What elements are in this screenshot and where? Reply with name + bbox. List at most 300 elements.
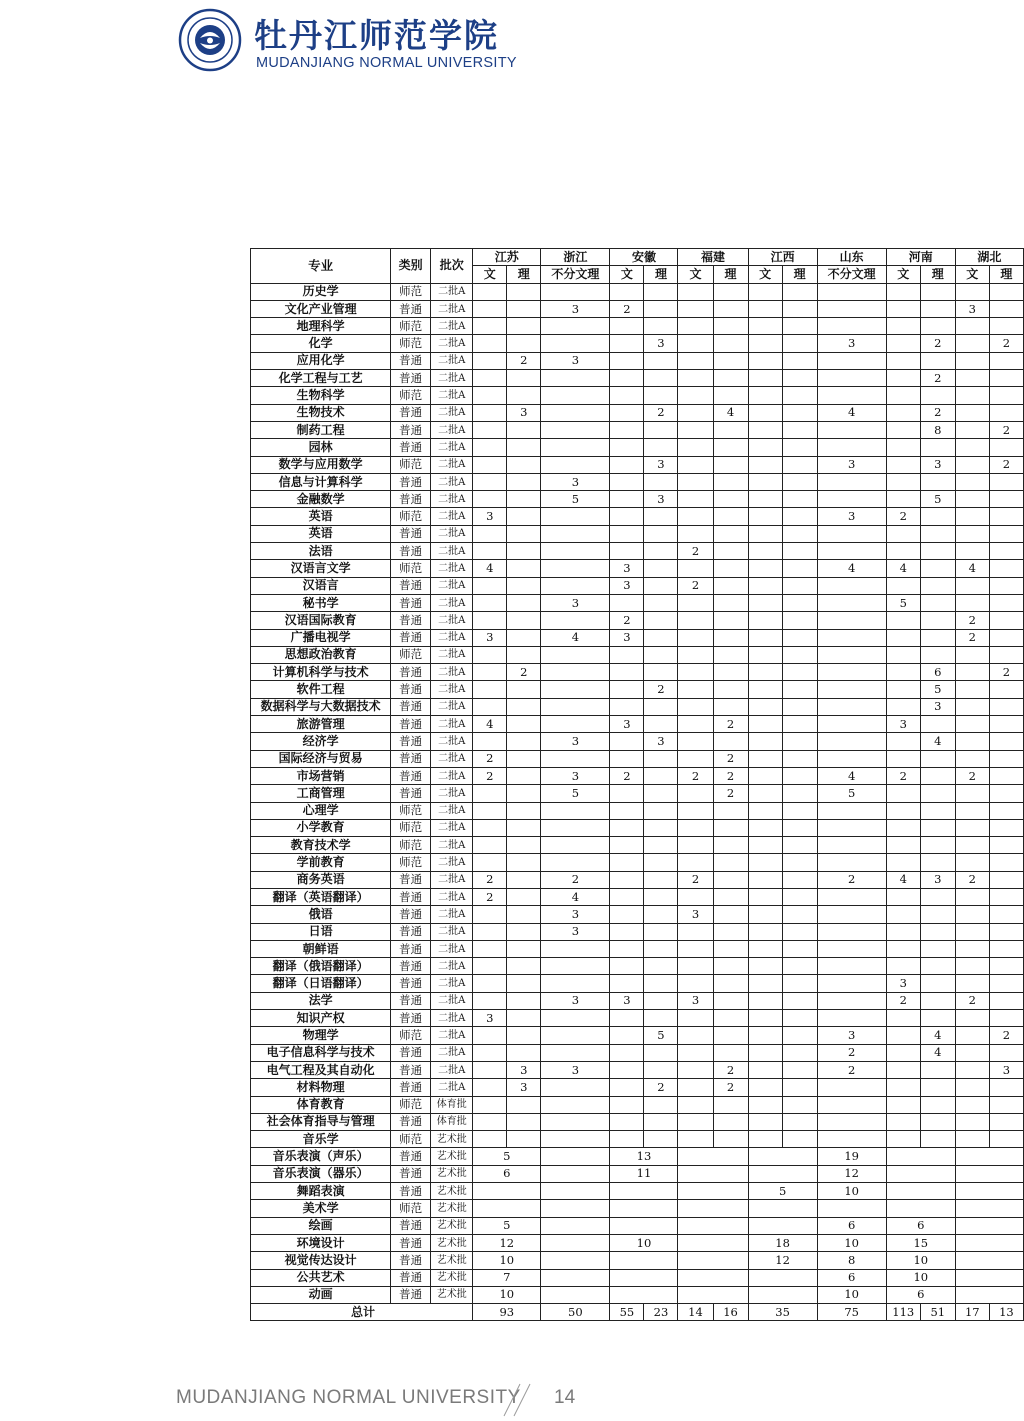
quota-cell (817, 646, 886, 663)
total-label: 总计 (251, 1304, 473, 1321)
quota-cell (989, 491, 1023, 508)
quota-cell: 11 (610, 1165, 678, 1182)
quota-cell (507, 733, 541, 750)
quota-cell: 5 (886, 594, 920, 611)
quota-cell (955, 491, 989, 508)
batch-cell: 二批A (431, 992, 473, 1009)
quota-cell (782, 352, 817, 369)
quota-cell (886, 283, 920, 300)
quota-cell (678, 1010, 713, 1027)
quota-cell (955, 283, 989, 300)
quota-cell (610, 958, 644, 975)
quota-cell (920, 283, 955, 300)
quota-cell (748, 837, 782, 854)
quota-cell (989, 958, 1023, 975)
quota-cell (473, 1131, 507, 1148)
quota-cell (886, 906, 920, 923)
quota-cell (748, 456, 782, 473)
quota-cell (886, 370, 920, 387)
quota-cell (748, 716, 782, 733)
table-row (251, 767, 1024, 784)
batch-cell: 二批A (431, 923, 473, 940)
quota-cell (886, 439, 920, 456)
quota-cell (920, 923, 955, 940)
quota-cell (817, 750, 886, 767)
table-row (251, 283, 1024, 300)
quota-cell (473, 733, 507, 750)
quota-cell (817, 819, 886, 836)
quota-cell: 3 (610, 992, 644, 1009)
major-cell: 汉语言 (251, 577, 391, 594)
quota-cell (473, 646, 507, 663)
table-row (251, 1061, 1024, 1078)
subject-header: 文 (678, 266, 713, 283)
quota-cell (473, 404, 507, 421)
table-row (251, 1010, 1024, 1027)
quota-cell (507, 975, 541, 992)
quota-cell (748, 940, 782, 957)
quota-cell (541, 1217, 610, 1234)
quota-cell: 3 (610, 629, 644, 646)
kind-cell: 普通 (391, 906, 431, 923)
quota-cell (678, 923, 713, 940)
table-row (251, 335, 1024, 352)
quota-cell (541, 456, 610, 473)
quota-cell (713, 421, 748, 438)
quota-cell (920, 854, 955, 871)
header-row-provinces (251, 249, 1024, 266)
table-row (251, 664, 1024, 681)
quota-cell (541, 1131, 610, 1148)
major-cell: 翻译（英语翻译） (251, 888, 391, 905)
quota-cell (507, 1027, 541, 1044)
subject-header: 理 (782, 266, 817, 283)
subject-header: 理 (507, 266, 541, 283)
quota-cell (782, 491, 817, 508)
kind-cell: 普通 (391, 1234, 431, 1251)
quota-cell (507, 1044, 541, 1061)
enrollment-table-container (250, 248, 1024, 1321)
subject-header: 文 (610, 266, 644, 283)
quota-cell (955, 1113, 989, 1130)
quota-cell (989, 560, 1023, 577)
table-row (251, 819, 1024, 836)
quota-cell (610, 370, 644, 387)
quota-cell: 3 (955, 300, 989, 317)
quota-cell (507, 283, 541, 300)
quota-cell: 2 (955, 629, 989, 646)
quota-cell (748, 1079, 782, 1096)
quota-cell: 4 (817, 560, 886, 577)
quota-cell (678, 1061, 713, 1078)
quota-cell: 10 (817, 1286, 886, 1303)
quota-cell (610, 1200, 678, 1217)
quota-cell (541, 612, 610, 629)
subject-header: 文 (955, 266, 989, 283)
quota-cell (473, 819, 507, 836)
quota-cell: 2 (955, 871, 989, 888)
quota-cell: 5 (920, 681, 955, 698)
kind-cell: 师范 (391, 508, 431, 525)
quota-cell (541, 1269, 610, 1286)
quota-cell (507, 1131, 541, 1148)
quota-cell (782, 1131, 817, 1148)
major-cell: 文化产业管理 (251, 300, 391, 317)
quota-cell (678, 560, 713, 577)
quota-cell (817, 664, 886, 681)
subject-header: 理 (713, 266, 748, 283)
quota-cell (748, 370, 782, 387)
quota-cell (678, 716, 713, 733)
batch-cell: 二批A (431, 1079, 473, 1096)
quota-cell (610, 421, 644, 438)
quota-cell (817, 975, 886, 992)
quota-cell: 2 (955, 612, 989, 629)
table-row (251, 785, 1024, 802)
quota-cell: 10 (473, 1286, 541, 1303)
batch-cell: 二批A (431, 888, 473, 905)
quota-cell (955, 387, 989, 404)
quota-cell (610, 1027, 644, 1044)
quota-cell (748, 1096, 782, 1113)
major-cell: 公共艺术 (251, 1269, 391, 1286)
table-row (251, 940, 1024, 957)
quota-cell (541, 1252, 610, 1269)
quota-cell (644, 750, 678, 767)
quota-cell (507, 1113, 541, 1130)
quota-cell: 6 (920, 664, 955, 681)
quota-cell (817, 352, 886, 369)
quota-cell: 13 (610, 1148, 678, 1165)
quota-cell (713, 1096, 748, 1113)
quota-cell (644, 958, 678, 975)
quota-cell (541, 1079, 610, 1096)
quota-cell (817, 681, 886, 698)
quota-cell (610, 387, 644, 404)
kind-cell: 师范 (391, 560, 431, 577)
batch-cell: 体育批 (431, 1096, 473, 1113)
quota-cell (473, 958, 507, 975)
quota-cell (955, 577, 989, 594)
quota-cell: 2 (713, 767, 748, 784)
quota-cell (678, 300, 713, 317)
quota-cell (748, 992, 782, 1009)
total-cell: 50 (541, 1304, 610, 1321)
quota-cell (678, 1096, 713, 1113)
quota-cell (886, 387, 920, 404)
quota-cell (955, 940, 989, 957)
kind-cell: 普通 (391, 940, 431, 957)
quota-cell (678, 387, 713, 404)
quota-cell (748, 543, 782, 560)
quota-cell (748, 888, 782, 905)
table-row (251, 473, 1024, 490)
batch-cell: 艺术批 (431, 1217, 473, 1234)
quota-cell (644, 473, 678, 490)
quota-cell (886, 819, 920, 836)
kind-cell: 普通 (391, 975, 431, 992)
kind-cell: 普通 (391, 629, 431, 646)
subject-header: 文 (748, 266, 782, 283)
quota-cell (507, 370, 541, 387)
major-cell: 美术学 (251, 1200, 391, 1217)
quota-cell: 3 (473, 629, 507, 646)
quota-cell (748, 871, 782, 888)
quota-cell: 2 (713, 716, 748, 733)
quota-cell: 4 (473, 560, 507, 577)
quota-cell (782, 698, 817, 715)
quota-cell (713, 577, 748, 594)
quota-cell (782, 664, 817, 681)
quota-cell: 2 (541, 871, 610, 888)
quota-cell: 5 (541, 785, 610, 802)
table-row (251, 421, 1024, 438)
quota-cell (473, 491, 507, 508)
quota-cell (886, 854, 920, 871)
quota-cell (541, 1165, 610, 1182)
quota-cell (989, 837, 1023, 854)
quota-cell (713, 456, 748, 473)
quota-cell (644, 612, 678, 629)
quota-cell: 2 (610, 767, 644, 784)
quota-cell: 3 (541, 992, 610, 1009)
quota-cell: 2 (507, 352, 541, 369)
major-cell: 思想政治教育 (251, 646, 391, 663)
subject-header: 文 (473, 266, 507, 283)
quota-cell (541, 1234, 610, 1251)
quota-cell (610, 802, 644, 819)
kind-cell: 普通 (391, 1061, 431, 1078)
batch-cell: 二批A (431, 698, 473, 715)
quota-cell (644, 888, 678, 905)
batch-cell: 二批A (431, 352, 473, 369)
quota-cell (678, 1286, 748, 1303)
quota-cell (989, 1113, 1023, 1130)
quota-cell (610, 1183, 678, 1200)
quota-cell (886, 1044, 920, 1061)
quota-cell (473, 473, 507, 490)
table-row (251, 404, 1024, 421)
quota-cell: 2 (817, 871, 886, 888)
quota-cell: 3 (541, 1061, 610, 1078)
quota-cell: 2 (989, 421, 1023, 438)
kind-cell: 普通 (391, 1217, 431, 1234)
quota-cell: 2 (955, 992, 989, 1009)
quota-cell (610, 906, 644, 923)
quota-cell (955, 819, 989, 836)
quota-cell (507, 456, 541, 473)
quota-cell (920, 352, 955, 369)
quota-cell (678, 888, 713, 905)
quota-cell (782, 733, 817, 750)
quota-cell (817, 906, 886, 923)
kind-cell: 普通 (391, 1044, 431, 1061)
quota-cell (644, 906, 678, 923)
quota-cell (678, 525, 713, 542)
quota-cell (507, 992, 541, 1009)
batch-cell: 二批A (431, 594, 473, 611)
major-cell: 地理科学 (251, 318, 391, 335)
quota-cell (713, 283, 748, 300)
quota-cell (782, 404, 817, 421)
quota-cell (955, 681, 989, 698)
kind-cell: 师范 (391, 456, 431, 473)
quota-cell (473, 837, 507, 854)
quota-cell (541, 837, 610, 854)
quota-cell: 2 (644, 681, 678, 698)
kind-cell: 师范 (391, 335, 431, 352)
quota-cell (955, 1183, 1023, 1200)
quota-cell (748, 525, 782, 542)
quota-cell (920, 906, 955, 923)
quota-cell: 8 (817, 1252, 886, 1269)
kind-cell: 普通 (391, 871, 431, 888)
quota-cell: 2 (713, 1079, 748, 1096)
quota-cell (782, 387, 817, 404)
quota-cell (678, 1044, 713, 1061)
quota-cell (955, 854, 989, 871)
kind-cell: 普通 (391, 1183, 431, 1200)
quota-cell (541, 750, 610, 767)
quota-cell (782, 750, 817, 767)
quota-cell (610, 733, 644, 750)
quota-cell: 3 (920, 871, 955, 888)
quota-cell (610, 473, 644, 490)
quota-cell: 12 (748, 1252, 817, 1269)
major-cell: 俄语 (251, 906, 391, 923)
quota-cell (541, 577, 610, 594)
quota-cell (817, 612, 886, 629)
quota-cell (473, 318, 507, 335)
table-row (251, 525, 1024, 542)
kind-cell: 普通 (391, 716, 431, 733)
quota-cell (678, 1131, 713, 1148)
quota-cell (644, 940, 678, 957)
table-row (251, 594, 1024, 611)
quota-cell (782, 819, 817, 836)
quota-cell (713, 629, 748, 646)
quota-cell (507, 767, 541, 784)
quota-cell (817, 473, 886, 490)
quota-cell (782, 681, 817, 698)
quota-cell (886, 1027, 920, 1044)
quota-cell (782, 716, 817, 733)
quota-cell (713, 318, 748, 335)
quota-cell (678, 491, 713, 508)
quota-cell (886, 525, 920, 542)
quota-cell (678, 594, 713, 611)
table-row (251, 300, 1024, 317)
quota-cell (989, 767, 1023, 784)
kind-cell: 师范 (391, 1096, 431, 1113)
quota-cell (507, 300, 541, 317)
quota-cell (782, 421, 817, 438)
subject-header: 不分文理 (817, 266, 886, 283)
quota-cell (678, 1183, 748, 1200)
quota-cell (713, 871, 748, 888)
quota-cell (955, 1200, 1023, 1217)
quota-cell (748, 1286, 817, 1303)
province-header: 江苏 (473, 249, 541, 266)
quota-cell (886, 352, 920, 369)
quota-cell (782, 975, 817, 992)
quota-cell (817, 439, 886, 456)
quota-cell (955, 439, 989, 456)
quota-cell (678, 940, 713, 957)
quota-cell (713, 958, 748, 975)
quota-cell (782, 871, 817, 888)
quota-cell (782, 1113, 817, 1130)
quota-cell (748, 387, 782, 404)
quota-cell (748, 906, 782, 923)
quota-cell (920, 888, 955, 905)
quota-cell (541, 318, 610, 335)
quota-cell (473, 335, 507, 352)
quota-cell (886, 1165, 955, 1182)
kind-cell: 普通 (391, 404, 431, 421)
quota-cell (817, 283, 886, 300)
batch-cell: 二批A (431, 404, 473, 421)
major-cell: 绘画 (251, 1217, 391, 1234)
total-cell: 93 (473, 1304, 541, 1321)
quota-cell: 2 (817, 1044, 886, 1061)
quota-cell (989, 940, 1023, 957)
major-cell: 旅游管理 (251, 716, 391, 733)
quota-cell (644, 1044, 678, 1061)
quota-cell (989, 629, 1023, 646)
batch-cell: 二批A (431, 940, 473, 957)
quota-cell: 3 (541, 300, 610, 317)
table-row (251, 1183, 1024, 1200)
batch-cell: 二批A (431, 612, 473, 629)
quota-cell (713, 681, 748, 698)
batch-cell: 艺术批 (431, 1269, 473, 1286)
quota-cell: 2 (955, 767, 989, 784)
quota-cell: 2 (989, 456, 1023, 473)
quota-cell (541, 1113, 610, 1130)
quota-cell (644, 594, 678, 611)
quota-cell (989, 473, 1023, 490)
quota-cell (610, 508, 644, 525)
quota-cell (678, 819, 713, 836)
quota-cell (541, 819, 610, 836)
quota-cell (507, 888, 541, 905)
quota-cell (678, 958, 713, 975)
quota-cell (610, 975, 644, 992)
quota-cell (678, 733, 713, 750)
quota-cell (748, 335, 782, 352)
quota-cell (920, 750, 955, 767)
quota-cell (644, 543, 678, 560)
province-header: 河南 (886, 249, 955, 266)
kind-cell: 普通 (391, 1269, 431, 1286)
kind-cell: 普通 (391, 612, 431, 629)
quota-cell (782, 283, 817, 300)
quota-cell (955, 733, 989, 750)
kind-cell: 师范 (391, 283, 431, 300)
quota-cell (507, 646, 541, 663)
quota-cell (748, 958, 782, 975)
quota-cell (817, 1010, 886, 1027)
major-cell: 翻译（俄语翻译） (251, 958, 391, 975)
batch-cell: 二批A (431, 1061, 473, 1078)
total-cell: 55 (610, 1304, 644, 1321)
quota-cell (989, 612, 1023, 629)
quota-cell (644, 508, 678, 525)
quota-cell (782, 1027, 817, 1044)
quota-cell (507, 802, 541, 819)
kind-cell: 师范 (391, 646, 431, 663)
